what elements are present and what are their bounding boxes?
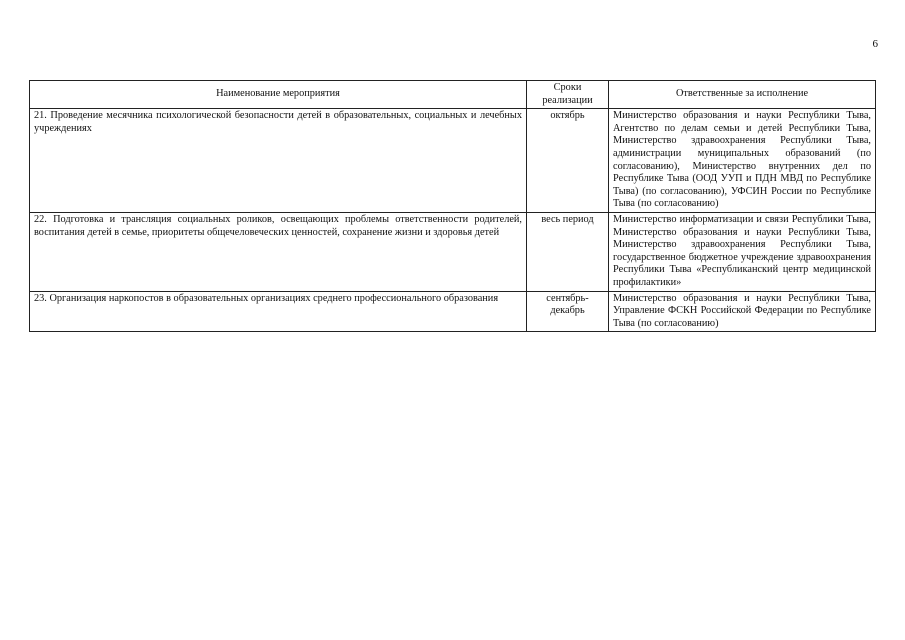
- term-cell: весь период: [527, 212, 609, 291]
- table-row: [30, 109, 876, 213]
- event-cell: 22. Подготовка и трансляция социальных роликов, освещающих проблемы ответственности родителей, воспитания детей в семье, приоритеты общечеловеческих ценностей, сохранение жизни и здоровья детей: [30, 212, 527, 291]
- responsible-cell: Министерство образования и науки Республики Тыва, Агентство по делам семьи и детей Республики Тыва, Министерство здравоохранения Республики Тыва, администрации муниципальных образований (по согласованию), Министерство внутренних дел по Республике Тыва (ООД УУП и ПДН МВД по Республике Тыва) (по согласованию), УФСИН России по Республике Тыва (по согласованию): [609, 109, 876, 213]
- term-cell: октябрь: [527, 109, 609, 213]
- header-term: Сроки реализации: [527, 81, 609, 109]
- table-row: [30, 212, 876, 291]
- header-event: Наименование мероприятия: [30, 81, 527, 109]
- event-cell: 23. Организация наркопостов в образовательных организациях среднего профессионального образования: [30, 291, 527, 332]
- header-responsible: Ответственные за исполнение: [609, 81, 876, 109]
- term-cell: сентябрь-декабрь: [527, 291, 609, 332]
- event-cell: 21. Проведение месячника психологической безопасности детей в образовательных, социальных и лечебных учреждениях: [30, 109, 527, 213]
- table-header-row: [30, 81, 876, 109]
- page-number: 6: [872, 38, 878, 50]
- responsible-cell: Министерство образования и науки Республики Тыва, Управление ФСКН Российской Федерации по Республике Тыва (по согласованию): [609, 291, 876, 332]
- table-row: [30, 291, 876, 332]
- responsible-cell: Министерство информатизации и связи Республики Тыва, Министерство образования и науки Республики Тыва, Министерство здравоохранения Республики Тыва, государственное бюджетное учреждение здравоохранения Республики Тыва «Республиканский центр медицинской профилактики»: [609, 212, 876, 291]
- events-table: [29, 80, 876, 332]
